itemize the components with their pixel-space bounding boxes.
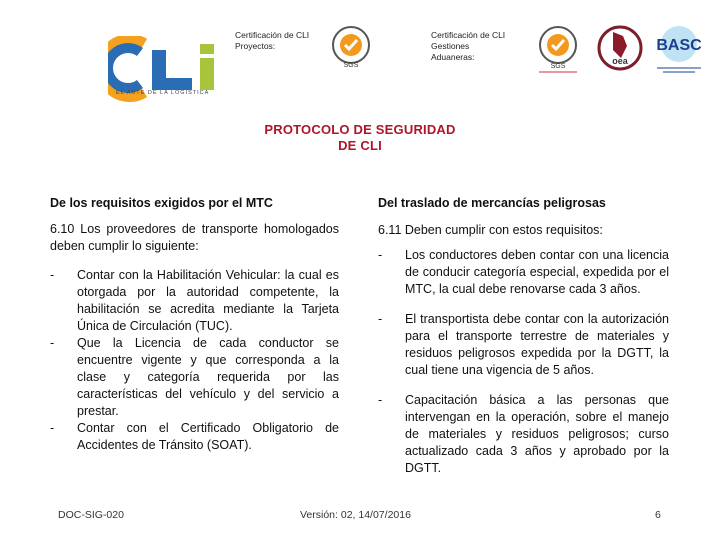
list-item: [50, 335, 339, 420]
dash-mark: -: [50, 268, 55, 282]
dash-mark: -: [378, 248, 383, 262]
cert-customs-line2: Gestiones: [431, 41, 470, 51]
list-item-text: El transportista debe contar con la autorización para el transporte terrestre de materiales y residuos peligrosos expedida por la DGTT, la cual tiene una vigencia de 5 años.: [405, 312, 669, 377]
basc-logo-icon: [651, 24, 707, 74]
cert-customs-label: [431, 30, 505, 63]
basc-logo: [651, 24, 707, 74]
svg-text:BASC: BASC: [656, 37, 702, 54]
svg-text:SGS: SGS: [550, 63, 566, 70]
list-item: [378, 311, 669, 379]
left-heading: De los requisitos exigidos por el MTC: [50, 196, 273, 210]
cli-logo: [108, 36, 228, 104]
list-item: [378, 392, 669, 477]
list-item-text: Que la Licencia de cada conductor se encuentre vigente y que corresponda a la clase y categoría requerida por las características del vehículo y del servicio a prestar.: [77, 336, 339, 418]
dash-mark: -: [50, 336, 55, 350]
footer-page-number: 6: [655, 509, 661, 521]
footer-doc-code: DOC-SIG-020: [58, 509, 124, 521]
footer-version: Versión: 02, 14/07/2016: [300, 509, 411, 521]
cert-projects-line2: Proyectos:: [235, 41, 276, 51]
cli-logo-tagline: EL ARTE DE LA LOGÍSTICA: [116, 90, 210, 96]
list-item: [50, 267, 339, 335]
page-title-line1: PROTOCOLO DE SEGURIDAD: [264, 122, 456, 137]
right-list: [378, 247, 669, 477]
list-item: [378, 247, 669, 298]
oea-seal: [597, 22, 643, 74]
list-item-text: Contar con la Habilitación Vehicular: la cual es otorgada por la autoridad competente, la habilitación se acredita mediante la Tarjeta Única de Circulación (TUC).: [77, 268, 339, 333]
svg-text:SGS: SGS: [343, 62, 359, 69]
cert-projects-label: [235, 30, 309, 52]
right-intro: 6.11 Deben cumplir con estos requisitos:: [378, 223, 603, 237]
left-column: [50, 196, 339, 454]
sgs-seal-icon: [329, 25, 373, 69]
cert-projects-line1: Certificación de CLI: [235, 30, 310, 40]
cert-customs-line1: Certificación de CLI: [431, 30, 506, 40]
page-title-line2: DE CLI: [338, 138, 382, 153]
svg-text:oea: oea: [612, 56, 628, 66]
right-heading: Del traslado de mercancías peligrosas: [378, 196, 606, 210]
dash-mark: -: [378, 393, 383, 407]
list-item-text: Los conductores deben contar con una licencia de conducir categoría especial, expedida por el MTC, la cual debe renovarse cada 3 años.: [405, 248, 669, 296]
right-column: [378, 196, 669, 477]
left-intro: 6.10 Los proveedores de transporte homologados deben cumplir lo siguiente:: [50, 222, 339, 253]
dash-mark: -: [378, 312, 383, 326]
page-title: [220, 122, 500, 154]
list-item-text: Contar con el Certificado Obligatorio de Accidentes de Tránsito (SOAT).: [77, 421, 339, 452]
sgs-seal-projects: [329, 25, 373, 69]
oea-seal-icon: [597, 22, 643, 74]
left-list: [50, 267, 339, 454]
dash-mark: -: [50, 421, 55, 435]
list-item-text: Capacitación básica a las personas que intervengan en la operación, sobre el manejo de materiales y residuos peligrosos; curso actualizado cada 3 años y aprobado por la DGTT.: [405, 393, 669, 475]
list-item: [50, 420, 339, 454]
sgs-seal-icon-2: [533, 25, 583, 75]
sgs-seal-customs: [533, 25, 583, 75]
cert-customs-line3: Aduaneras:: [431, 52, 475, 62]
